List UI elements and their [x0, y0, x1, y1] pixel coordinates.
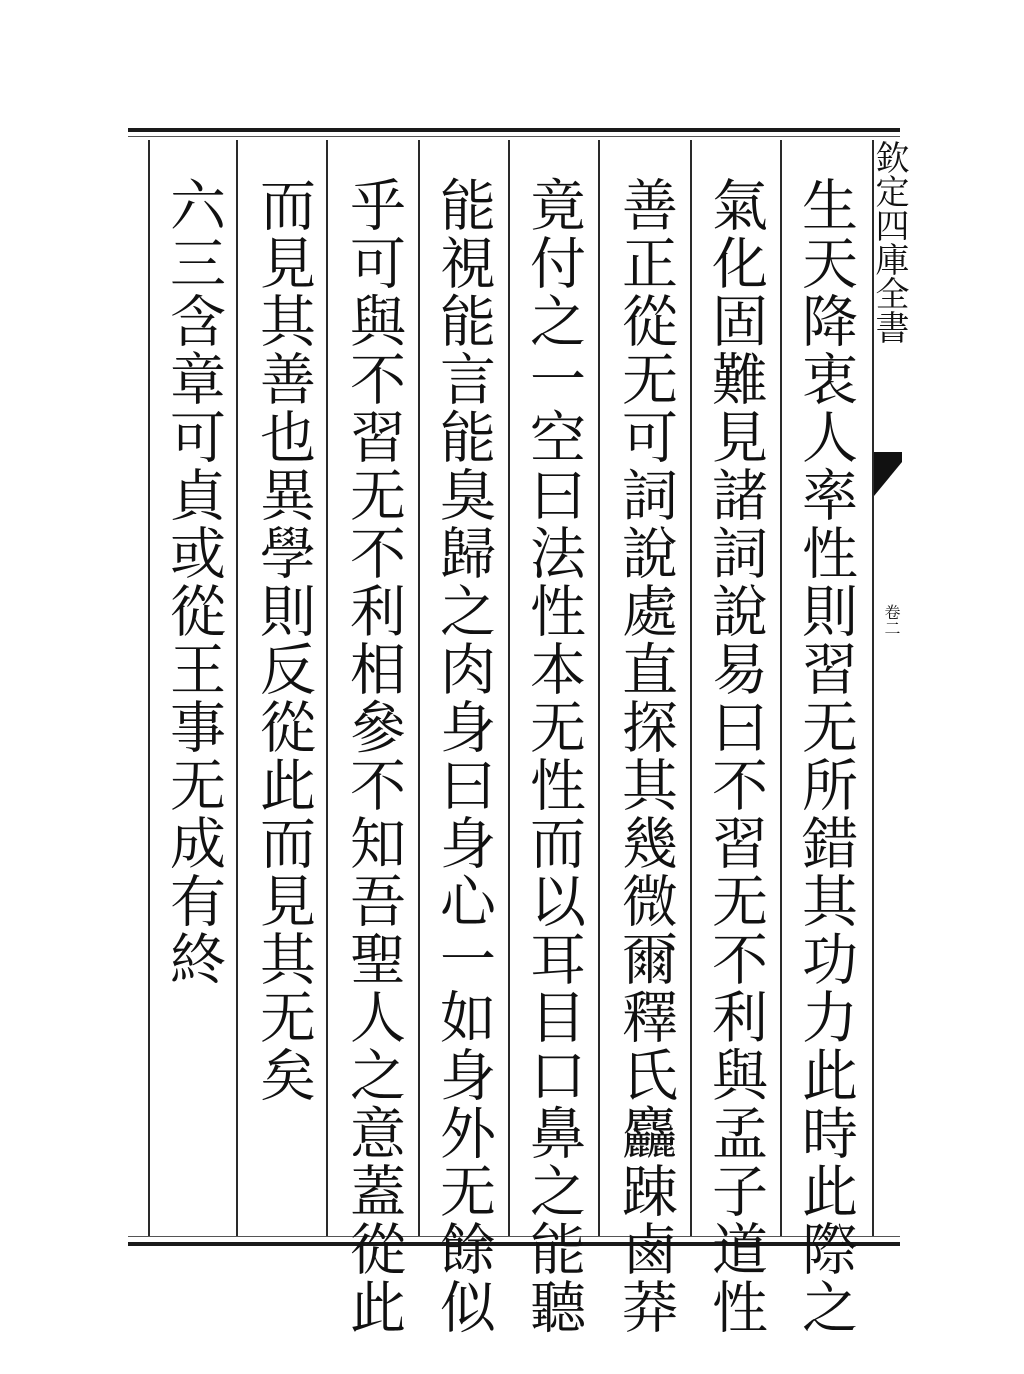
- volume-label: 卷二: [882, 604, 901, 636]
- text-column-5: 能視能言能臭歸之肉身曰身心一如身外无餘似: [431, 176, 496, 1336]
- bottom-border-rule: [128, 1242, 900, 1246]
- book-title: 欽定四庫全書: [869, 140, 909, 344]
- column-divider: [326, 140, 328, 1236]
- text-column-7: 而見其善也異學則反從此而見其无矣: [251, 176, 316, 1104]
- text-column-2: 氣化固難見諸詞說易曰不習无不利與孟子道性: [703, 176, 768, 1336]
- text-column-6: 乎可與不習无不利相參不知吾聖人之意蓋從此: [341, 176, 406, 1336]
- column-divider: [236, 140, 238, 1236]
- top-border-rule: [128, 128, 900, 132]
- column-divider: [508, 140, 510, 1236]
- column-divider: [598, 140, 600, 1236]
- bottom-inner-rule: [128, 1236, 900, 1237]
- top-inner-rule: [128, 136, 900, 137]
- text-column-3: 善正從无可詞說處直探其幾微爾釋氏麤踈鹵莽: [613, 176, 678, 1336]
- text-column-4: 竟付之一空曰法性本无性而以耳目口鼻之能聽: [521, 176, 586, 1336]
- column-divider: [418, 140, 420, 1236]
- text-column-8: 六三含章可貞或從王事无成有終: [161, 176, 226, 988]
- column-divider: [148, 140, 150, 1236]
- column-divider: [780, 140, 782, 1236]
- fishtail-mark: [874, 452, 902, 496]
- column-divider: [690, 140, 692, 1236]
- text-column-1: 生天降衷人率性則習无所錯其功力此時此際之: [793, 176, 858, 1336]
